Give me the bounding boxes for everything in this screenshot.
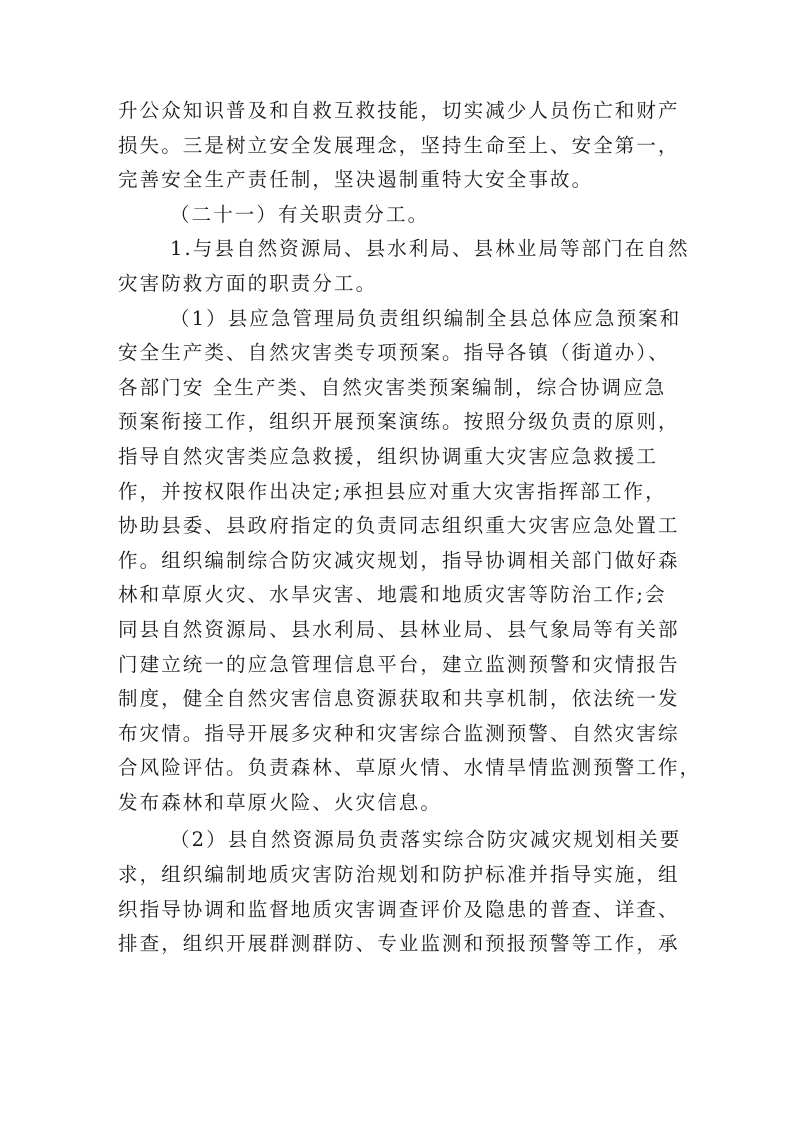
text-line: 作。组织编制综合防灾减灾规划，指导协调相关部门做好森 bbox=[118, 548, 680, 572]
text-line: 制度，健全自然灾害信息资源获取和共享机制，依法统一发 bbox=[118, 687, 680, 711]
section-heading: （二十一）有关职责分工。 bbox=[170, 202, 430, 226]
text-line: 作，并按权限作出决定;承担县应对重大灾害指挥部工作， bbox=[118, 479, 667, 503]
text-line: 布灾情。指导开展多灾种和灾害综合监测预警、自然灾害综 bbox=[118, 721, 680, 745]
text-line: 织指导协调和监督地质灾害调查评价及隐患的普查、详查、 bbox=[118, 897, 680, 921]
text-line: 合风险评估。负责森林、草原火情、水情旱情监测预警工作， bbox=[118, 756, 702, 780]
text-line: 各部门安 全生产类、自然灾害类预案编制，综合协调应急 bbox=[118, 375, 667, 399]
text-line: 发布森林和草原火险、火灾信息。 bbox=[118, 790, 443, 814]
text-line: 林和草原火灾、水旱灾害、地震和地质灾害等防治工作;会 bbox=[118, 583, 667, 607]
text-line: 1.与县自然资源局、县水利局、县林业局等部门在自然 bbox=[170, 237, 690, 261]
text-line: 升公众知识普及和自救互救技能，切实减少人员伤亡和财产 bbox=[118, 99, 680, 122]
text-line: 排查，组织开展群测群防、专业监测和预报预警等工作，承 bbox=[118, 932, 680, 956]
text-line: 预案衔接工作，组织开展预案演练。按照分级负责的原则， bbox=[118, 410, 680, 434]
text-line: （2）县自然资源局负责落实综合防灾减灾规划相关要 bbox=[170, 828, 682, 852]
text-line: （1）县应急管理局负责组织编制全县总体应急预案和 bbox=[170, 306, 682, 330]
text-line: 损失。三是树立安全发展理念，坚持生命至上、安全第一， bbox=[118, 133, 680, 157]
text-line: 安全生产类、自然灾害类专项预案。指导各镇（街道办）、 bbox=[118, 341, 670, 365]
text-line: 完善安全生产责任制，坚决遏制重特大安全事故。 bbox=[118, 168, 594, 192]
document-body bbox=[118, 94, 702, 962]
text-line: 指导自然灾害类应急救援，组织协调重大灾害应急救援工 bbox=[118, 444, 659, 468]
text-line: 同县自然资源局、县水利局、县林业局、县气象局等有关部 bbox=[118, 617, 680, 641]
text-line: 门建立统一的应急管理信息平台，建立监测预警和灾情报告 bbox=[118, 652, 680, 676]
text-line: 协助县委、县政府指定的负责同志组织重大灾害应急处置工 bbox=[118, 514, 680, 538]
text-line: 求，组织编制地质灾害防治规划和防护标准并指导实施，组 bbox=[118, 863, 680, 887]
text-line: 灾害防救方面的职责分工。 bbox=[118, 271, 378, 295]
